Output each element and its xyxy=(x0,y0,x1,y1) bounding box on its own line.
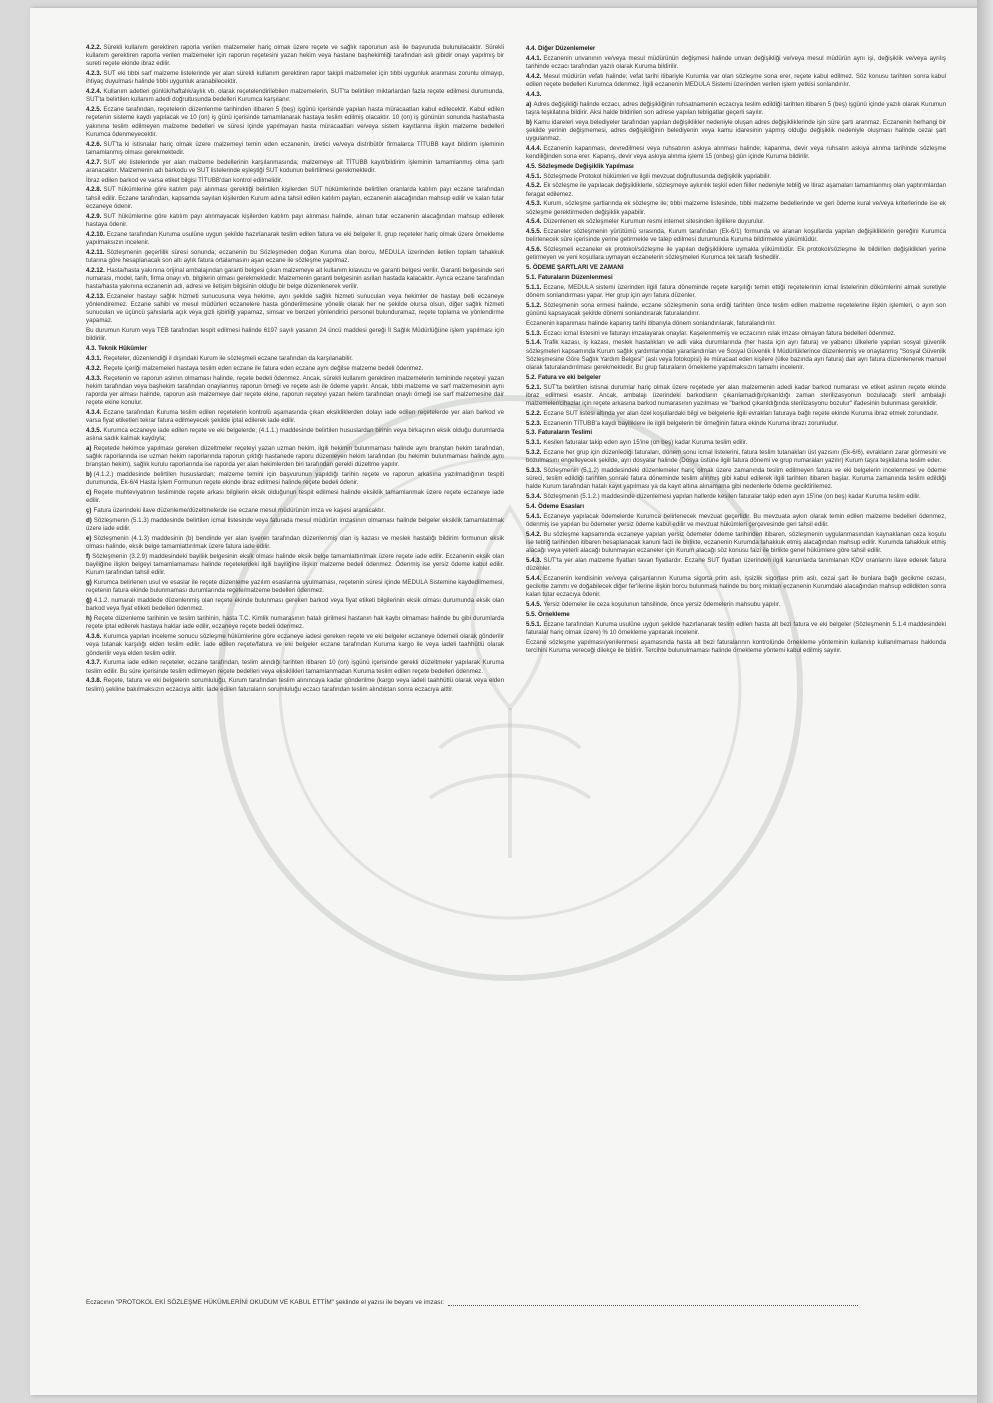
clause-number: 4.2.5. xyxy=(86,106,102,114)
clause-text: Ek sözleşme ile yapılacak değişikliklerle, sözleşmeye aykırılık teşkil eden fiiller nedeniyle tebliğ ve itiraz aşamaları tamamlanmış olan yaptırımlardan feragat edilemez. xyxy=(526,182,946,198)
clause-number: 4.5.2. xyxy=(526,182,542,190)
clause-paragraph xyxy=(86,659,504,675)
clause-number: 4.2.13. xyxy=(86,292,105,300)
clause-text: Sözleşmenin (5.1.2) maddesindeki düzenlemeler hariç olmak üzere zamanında teslim edilmeyen fatura ve eki belgelerin incelenmesi ve ödeme süreci, teslim edildiği tarihten sonraki fatura döneminde teslim alınmış gibi kabul edilerek ilgili tarihten itibaren başlar. Kuruma zamanında teslim edildiği halde Kurum tarafından hatalı kayıt yapılması ya da kayıt altına alınamama gibi nedenlerle ödeme geciktirilemez. xyxy=(526,466,946,491)
clause-number: 4.3.8. xyxy=(86,677,102,685)
clause-text: SUT'ta belirtilen istisnai durumlar hariç olmak üzere reçetede yer alan malzemenin adedi kadar barkod numarası ve etiket aslının reçete ekinde ibraz edilmesi esastır. Ancak, ambalajı üzerindeki barkodların çıkarılamadığı/çıkarıldığı zaman sterilizasyonun bozulacağı steril ambalajlı malzemeler/cihazlar için reçete arkasına barkod numarasının yazılması ve "barkod çıkarıldığında sterilizasyonu bozulur" ifadesinin bulunması gereklidir. xyxy=(526,383,946,407)
clause-text: Sözleşmenin (3.2.9) maddesindeki bayiliik belgesinin eksik olması halinde eksik belge tamamlattırılmak üzere reçete iade edilir. Eczanenin eksik olan bayiliğine ilişkin belgeyi tamamlamaması halinde reçetelerdeki ilgili bayiliğine ilişkin malzeme bedeli ödenmez. Ödenmiş ise yersiz ödeme kabul edilir. Kurum tarafından tahsil edilir. xyxy=(86,553,504,577)
clause-paragraph xyxy=(86,677,504,693)
clause-paragraph xyxy=(86,517,504,533)
clause-number: 4.2.2. xyxy=(86,44,102,51)
clause-paragraph xyxy=(86,427,504,443)
clause-paragraph xyxy=(86,553,504,578)
section-heading: 5.4. Ödeme Esasları xyxy=(526,502,585,510)
clause-number: 5.5.1. xyxy=(526,620,542,628)
clause-paragraph xyxy=(86,141,504,157)
clause-paragraph xyxy=(86,231,504,247)
clause-text: Reçete muhteviyatının tesliminde reçete arkası bilgilerin eksik olduğunun tespit edilmesi halinde eksiklik tamamlanmak üzere reçete eczaneye iade edilir. xyxy=(86,489,504,505)
clause-paragraph xyxy=(86,375,504,408)
clause-paragraph xyxy=(86,579,504,595)
clause-paragraph xyxy=(86,213,504,229)
clause-paragraph xyxy=(526,91,946,99)
clause-text: SUT hükümlerine göre katılım payı alınması gerektiği belirtilen kişilerden SUT hükümlerinde belirtilen oranlarda katılım payı eczane tarafından tahsil edilir. Eczane tarafından, kapsamda sayılan kişilerden Kurum adına tahsil edilen katılım payları, eczanenin alacağından mahsup edilir ve kalan tutar eczaneye ödenir. xyxy=(86,186,504,210)
clause-text: Reçetede hekimce yapılması gereken düzeltmeler reçeteyi yazan uzman hekim, ilgili hekimin bulunmaması halinde aynı branştan hekim tarafından, sağlık raporlarında ise uzman hekim raporlarında raporun çıktığı hastanede raporu düzenleyen hekim tarafından (bu hekimin bulunmaması halinde aynı branştan hekim), sağlık kurulu raporlarında ise raporda yer alan hekimlerden biri tarafından gerekli düzeltme yapılır. xyxy=(86,445,504,469)
clause-paragraph xyxy=(86,471,504,487)
clause-paragraph xyxy=(86,409,504,425)
section-heading: 5.5. Örnekleme xyxy=(526,610,570,618)
clause-number: 5.1.3. xyxy=(526,329,542,337)
clause-number: 5.1.4. xyxy=(526,339,542,347)
clause-text: Fatura üzerindeki ilave düzenleme/düzeltmelerde ise eczane mesul müdürünün imza ve kaşesi aranacaktır. xyxy=(93,507,385,515)
clause-text: Eczaneye yapılacak ödemelerde Kurumca belirlenecek mevzuat geçerlidir. Bu mevzuata aykırı olarak temin edilen malzeme bedelleri ödenmez, ödenmiş ise yapılan bu ödemeler yersiz ödeme kabul edilir ve mevzuat hükümleri çerçevesinde geri tahsil edilir. xyxy=(526,512,946,528)
clause-text: Sözleşmenin sona ermesi halinde, eczane sözleşmenin sona erdiği tarihten önce teslim edilen malzeme reçetelerine ilişkin işlemleri, o ayın son gününü kapsayacak şekilde dönemi sonlandırarak faturalandırır. xyxy=(526,301,946,317)
section-heading: 5. ÖDEME ŞARTLARI VE ZAMANI xyxy=(526,264,624,272)
clause-number: 4.2.8. xyxy=(86,186,102,194)
clause-number: 4.4.3. xyxy=(526,90,542,98)
clause-text: Eczane, MEDULA sistemi üzerinden ilgili fatura döneminde reçete karşılığı temin ettiği reçetelerinin icmal listelerinin dökümlerini almak suretiyle dönem sonlandırması yapar. Her grup için ayrı fatura düzenler. xyxy=(526,283,946,299)
clause-paragraph xyxy=(86,159,504,175)
clause-paragraph xyxy=(86,88,504,104)
section-heading: 4.4. Diğer Düzenlemeler xyxy=(526,45,596,52)
clause-number: 4.5.5. xyxy=(526,228,542,236)
clause-number: 5.4.1. xyxy=(526,512,542,520)
section-heading: 5.3. Faturaların Teslimi xyxy=(526,429,593,437)
clause-number: 4.2.6. xyxy=(86,140,102,148)
clause-number: c) xyxy=(86,489,92,497)
clause-paragraph xyxy=(526,182,946,198)
clause-text: Sözleşmenin (4.1.3) maddesinin (b) bendinde yer alan işveren tarafından düzenlenmiş olan iş kazası ve meslek hastalığı bildirim formunun eksik olması halinde, eksik belge tamamlattırılmak üzere fatura iade edilir. xyxy=(86,535,504,551)
clause-number: 5.3.3. xyxy=(526,466,542,474)
clause-text: Eczane sözleşme yapılması/yenilenmesi aşamasında hasta alt bezi faturalarının kontrolünde örnekleme yönteminin kullanılıp kullanılmaması hakkında tercihini Kuruma vereceği dilekçe ile bildirir. Tercihte bulunulmaması halinde örnekleme yöntemi kabul edilmiş sayılır. xyxy=(526,638,946,654)
section-heading: 4.3. Teknik Hükümler xyxy=(86,345,147,353)
clause-paragraph xyxy=(526,449,946,465)
clause-number: 4.2.12. xyxy=(86,266,105,274)
clause-paragraph xyxy=(86,186,504,211)
clause-text: Kurumca belirlenen usul ve esaslar ile reçete düzenleme yazılım esaslarına uyulmaması, reçetenin süresi içinde MEDULA Sistemine kaydedilmemesi, reçetenin fatura ekinde bulunmaması durumlarında reçete/malzeme bedelleri ödenmez. xyxy=(86,579,504,595)
clause-paragraph xyxy=(526,420,946,428)
clause-text: Trafik kazası, iş kazası, meslek hastalıkları ve adli vaka durumlarında (her hasta için ayrı fatura) ve yabancı ülkelerle yapılan sosyal güvenlik sözleşmeleri kapsamında Kurum sağlık yardımlarından yararlandırılan ve Sosyal Güvenlik İl Müdürlüklerince düzenlenmiş ve onaylanmış "Sosyal Güvenlik Sözleşmesine Göre Sağlık Yardım Belgesi" (aslı veya fotokopisi) ile müracaat eden kişilere (ülke bazında ayrı fatura) dair ayrı fatura düzenlenerek manuel olarak faturalandırılması gerekmektedir. Bu grup faturaların örnekleme yapılmaksızın tamamı incelenir. xyxy=(526,339,946,371)
clause-paragraph xyxy=(526,330,946,338)
clause-text: Yersiz ödemeler ile ceza koşulunun tahsilinde, önce yersiz ödemelerin mahsubu yapılır. xyxy=(543,601,781,609)
clause-paragraph xyxy=(526,246,946,262)
clause-text: Eczane her grup için düzenlediği faturaları, dönem sonu icmal listelerini, fatura teslim tutanakları üst yazısını (Ek-6/6), evrakların zarar görmesini ve bozulmasını engelleyecek şekilde, ayrı dosyalar halinde (Dosya üstüne ilgili fatura dönemi ve grup numaraları yazılır) Kurum taşra teşkilatına teslim eder. xyxy=(526,448,946,465)
clause-paragraph xyxy=(526,55,946,71)
clause-text: Eczanenin kendisinin ve/veya çalışanlarının Kuruma sigorta prim aslı, işsizlik sigortası prim aslı, cezai şart ile bunlara bağlı gecikme cezası, gecikme zammı ve doğabilecek diğer fer'ilerine ilişkin borcu bulunması halinde bu borç miktarı eczanenin Kurumdaki alacağından mahsup edildikten sonra kalan tutar eczacıya ödenir. xyxy=(526,574,946,599)
declaration-statement: Eczacının "PROTOKOL EKİ SÖZLEŞME HÜKÜMLERİNİ OKUDUM VE KABUL ETTİM" şeklinde el yazısı ile beyanı ve imzası: xyxy=(86,1299,445,1306)
clause-number: a) xyxy=(526,100,532,108)
clause-paragraph xyxy=(526,493,946,501)
clause-paragraph xyxy=(526,173,946,181)
clause-number: 4.5.3. xyxy=(526,200,542,208)
clause-paragraph xyxy=(86,293,504,326)
clause-number: 5.1.1. xyxy=(526,283,542,291)
clause-paragraph xyxy=(526,228,946,244)
clause-paragraph xyxy=(526,320,946,328)
clause-number: 5.4.3. xyxy=(526,556,542,564)
clause-paragraph xyxy=(526,621,946,637)
clause-text: SUT'ta ki istisnalar hariç olmak üzere malzemeyi temin eden eczanenin, üretici ve/veya distribütör firmalarca TİTUBB kayıt bildirim işleminin tamamlanmış olması gerekmektedir. xyxy=(86,140,504,156)
clause-number: 5.4.2. xyxy=(526,530,542,538)
clause-text: Sözleşmede Protokol hükümleri ve ilgili mevzuat doğrultusunda değişiklik yapılabilir. xyxy=(543,172,772,180)
clause-text: Eczanenin unvanının ve/veya mesul müdürünün değişmesi halinde unvan değişikliği ve/veya mesul müdürün aynı işi, değişiklik ve/veya ayrılış tarihinde eczacı tarafından yazılı olarak Kuruma bildirilir. xyxy=(526,54,946,70)
clause-number: a) xyxy=(86,445,92,453)
clause-paragraph xyxy=(526,73,946,89)
clause-paragraph xyxy=(86,355,504,363)
clause-number: 4.4.4. xyxy=(526,144,542,152)
clause-number: ğ) xyxy=(86,597,92,605)
clause-number: 4.3.7. xyxy=(86,659,102,667)
left-column xyxy=(86,44,504,695)
clause-number: 4.3.2. xyxy=(86,364,102,372)
clause-number: f) xyxy=(86,553,91,561)
clause-text: Reçete içeriği malzemeleri hastaya teslim eden eczane ile fatura eden eczane aynı değilse malzeme bedeli ödenmez. xyxy=(103,364,424,372)
clause-number: 5.2.1. xyxy=(526,383,542,391)
clause-paragraph xyxy=(86,106,504,139)
clause-text: Sözleşmeli eczaneler ek protokol/sözleşme ile yapılan değişikliklere uymakla yükümlüdür. Ek protokol/sözleşme ile bildirilen değişiklikleri yerine getirmeyen ve yeni koşullara uymayan eczanelerin sözleşmeleri Kurumca tek taraflı feshedilir. xyxy=(526,246,946,262)
clause-number: e) xyxy=(86,535,92,543)
clause-number: 5.4.4. xyxy=(526,574,542,582)
clause-text: Hasta/hasta yakınına orijinal ambalajından garanti belgesi çıkan malzemeye ait kullanım kılavuzu ve garanti belgesi verilir. Garanti belgesinde seri numarası, model, tarih, firma onayı vb. bilgilerin olması gerekmektedir. Malzemenin garanti belgesinin asılları hastada kalacaktır. Ayrıca eczane tarafından hasta/hasta yakınına eczanenin adı, adresi ve iletişim bilgisinin olduğu bir belge düzenlenerek verilir. xyxy=(86,266,504,291)
clause-paragraph xyxy=(86,535,504,551)
clause-number: 4.5.4. xyxy=(526,218,542,226)
clause-text: Eczane tarafından Kuruma usulüne uygun şekilde hazırlanarak teslim edilen hasta alt bezi fatura ve eki belgeler (Sözleşmenin 5.1.4 maddesindeki faturalar hariç olmak üzere) % 10 örnekleme yapılarak incelenir. xyxy=(526,620,946,636)
section-heading: 4.5. Sözleşmede Değişiklik Yapılması xyxy=(526,162,634,170)
clause-number: 5.4.5. xyxy=(526,601,542,609)
clause-number: 4.3.4. xyxy=(86,409,102,417)
clause-text: SUT eki tıbbi sarf malzeme listelerinde yer alan sürekli kullanım gerektiren rapor takipli malzemeler için tıbbi uygunluk aranması zorunlu olmayıp, ihtiyaç duyulması halinde tıbbi uygunluk aranabilecektir. xyxy=(86,70,504,86)
clause-number: 4.4.1. xyxy=(526,54,542,62)
clause-paragraph xyxy=(526,557,946,573)
clause-text: Bu durumun Kurum veya TEB tarafından tespit edilmesi halinde 6197 sayılı yasanın 24 üncü maddesi gereği İl Sağlık Müdürlüğüne işlem yapılması için bildirilir. xyxy=(86,327,504,343)
clause-paragraph xyxy=(86,597,504,613)
clause-number: g) xyxy=(86,579,92,587)
clause-number: 5.2.2. xyxy=(526,409,542,417)
clause-text: SUT hükümlerine göre katılım payı alınmayacak kişilerden katılım payı alınması halinde, alınan tutar eczanenin alacağından mahsup edilerek hastaya ödenir. xyxy=(86,212,504,228)
clause-number: b) xyxy=(86,471,92,479)
clause-paragraph xyxy=(526,302,946,318)
clause-text: Düzenlenen ek sözleşmeler Kurumun resmi internet sitesinden ilgililere duyurulur. xyxy=(543,218,765,226)
clause-paragraph xyxy=(526,218,946,226)
clause-text: Reçetenin ve raporun aslının olmaması halinde, reçete bedeli ödenmez. Ancak, sürekli kullanım gerektiren malzemelerin temininde reçeteyi yazan hekim tarafından veya başhekim tarafından onaylanmış raporun örneği ve reçete aslı ile ödeme yapılır. Ancak, tıbbi malzeme ve sarf malzemesinin aynı raporda yer alması halinde, raporun aslı malzemeye dair reçete ekine, raporun reçeteyi yazan hekim tarafından onaylı örneği ise sarf malzemesine dair reçete ekine konulur. xyxy=(86,374,504,407)
clause-text: Eczacı icmal listesini ve faturayı imzalayarak onaylar. Kaşelenmemiş ve eczacının ıslak imzası olmayan fatura bedelleri ödenmez. xyxy=(543,329,896,337)
clause-number: 5.1.2. xyxy=(526,301,542,309)
clause-paragraph xyxy=(86,365,504,373)
clause-text: İbraz edilen barkod ve varsa etiket bilgisi TİTUBB'dan kontrol edilmelidir. xyxy=(86,176,283,184)
clause-number: 4.3.1. xyxy=(86,355,102,363)
clause-text: (4.1.2.) maddesinde belirtilen hususlardan; malzeme temini için başvurunun yapıldığı tarihin reçete ve raporun arkasına yazılmadığının tespiti durumunda, Ek-6/4 Hasta İşlem Formunun reçete ekinde ibraz edilmesi halinde reçete bedeli ödenir. xyxy=(86,471,504,487)
clause-paragraph xyxy=(86,177,504,185)
clause-number: 4.5.1. xyxy=(526,172,542,180)
section-heading: 5.1. Faturaların Düzenlenmesi xyxy=(526,273,613,281)
clause-number: 4.2.9. xyxy=(86,212,102,220)
clause-text: Bu sözleşme kapsamında eczaneye yapılan yersiz ödemeler ödeme tarihinden itibaren, sözleşmenin uygulanmasından kaynaklanan ceza koşulu ise tebliğ tarihinden itibaren hesaplanacak kanuni faizi ile birlikte, eczanenin Kurumda tahakkuk etmiş alacağından mahsup edilir. Kurumda tahakkuk etmiş alacağı veya yeterli alacağı bulunmayan eczaneler için Kurum alacağı söz konusu faizi ile birlikte genel hükümlere göre tahsil edilir. xyxy=(526,530,946,555)
clause-text: Eczaneler sözleşmenin yürütümü sırasında, Kurum tarafından (Ek-6/1) formunda ve aranan koşullarda yapılan değişikliklerin gereğini Kurumca belirlenecek süre içerisinde yerine getirmekle ve talep edilmesi durumunda Kuruma bildirmekle yükümlüdür. xyxy=(526,228,946,244)
clause-paragraph xyxy=(526,467,946,492)
right-column xyxy=(526,44,946,657)
clause-paragraph xyxy=(526,575,946,600)
clause-number: 4.4.2. xyxy=(526,72,542,80)
clause-text: Eczane tarafından Kuruma teslim edilen reçetelerin kontrolü aşamasında çıkan eksikliklerden dolayı iade edilen reçetelerde yer alan barkod ve varsa fiyat etiketleri tekrar fatura edilmeyecek şekilde iptal edilerek iade edilir. xyxy=(86,409,504,425)
clause-text: Sözleşmenin (5.1.3) maddesinde belirtilen icmal listesinde veya faturada mesul müdürün imzasının olmaması halinde belgeler eksiklik tamamlatılmak üzere iade edilir. xyxy=(86,517,504,533)
clause-number: 4.2.10. xyxy=(86,230,105,238)
clause-paragraph xyxy=(526,101,946,117)
clause-number: 4.2.7. xyxy=(86,158,102,166)
clause-text: Eczane SUT listesi altında yer alan özel koşullardaki bilgi ve belgelerle ilgili evrakları faturaya bağlı reçete ekinde Kuruma ibraz etmek zorundadır. xyxy=(543,409,939,417)
clause-paragraph xyxy=(526,200,946,216)
clause-text: Reçete düzenleme tarihinin ve teslim tarihinin, hasta T.C. Kimlik numarasının hatalı girilmesi hastanın hak kaybı olmaması halinde bu gibi durumlarda reçete iptal edilerek hastaya haklar iade edilir, eczaneye reçete bedeli ödenmez. xyxy=(86,615,504,631)
clause-paragraph xyxy=(86,489,504,505)
clause-paragraph xyxy=(86,44,504,69)
clause-number: 4.5.6. xyxy=(526,246,542,254)
clause-text: Kurum, sözleşme şartlarında ek sözleşme ile; tıbbi malzeme listesinde, tıbbi malzeme bedellerinde ve geri ödeme kural ve/veya kriterlerinde ise ek sözleşme gerektirmeden değişiklik yapabilir. xyxy=(526,200,946,216)
clause-number: 4.3.3. xyxy=(86,374,102,382)
clause-number: 5.3.4. xyxy=(526,493,542,501)
clause-paragraph xyxy=(86,70,504,86)
clause-paragraph xyxy=(526,601,946,609)
clause-number: 4.2.4. xyxy=(86,88,102,96)
clause-number: 4.2.3. xyxy=(86,70,102,78)
clause-text: Kurumca yapılan inceleme sonucu sözleşme hükümlerine göre eczaneye iadesi gereken reçete ve eki belgeler eczaneye ödemeli olarak gönderilir veya tutanak karşılığı elden teslim edilir. İade edilen reçete/fatura ve eki belgeler eczane tarafından Kuruma kargo ile veya iadeli taahhütlü olarak gönderilir veya elden teslim edilir. xyxy=(86,633,504,657)
clause-number: b) xyxy=(526,118,532,126)
clause-number: h) xyxy=(86,615,92,623)
clause-paragraph xyxy=(526,410,946,418)
clause-paragraph xyxy=(526,145,946,161)
clause-text: Kesilen faturalar takip eden ayın 15'ine (on beş) kadar Kuruma teslim edilir. xyxy=(543,439,748,447)
clause-number: 5.2.3. xyxy=(526,419,542,427)
clause-paragraph xyxy=(526,284,946,300)
document-page xyxy=(30,8,978,1395)
clause-text: Eczanenin TİTUBB'a kaydı bayiliklere ile ilgili belgelerin bir örneğinin fatura ekinde Kuruma ibrazı zorunludur. xyxy=(543,419,839,427)
clause-number: d) xyxy=(86,517,92,525)
signature-line[interactable] xyxy=(448,1305,858,1306)
clause-paragraph xyxy=(86,507,504,515)
clause-paragraph xyxy=(86,249,504,265)
clause-paragraph xyxy=(86,615,504,631)
clause-number: ç) xyxy=(86,507,92,515)
clause-paragraph xyxy=(86,445,504,470)
clause-text: Eczane tarafından, reçetelerin düzenlenme tarihinden itibaren 5 (beş) işgünü içerisinde yapılan hasta müracaatları kabul edilecektir. Kabul edilen reçetenin sisteme kaydı yapılacak ve 10 (on) iş günü içerisinde tamamlanarak hastaya teslim edilmiş olacaktır. 10 (on) iş gününün sonunda hasta/hasta yakınına teslim edilmeyen malzeme bedelleri ve süresi içinde yapılmayan hasta müracaatları ve/veya sistem kayıtlarına ilişkin malzeme bedelleri Kurumca ödenmeyecektir. xyxy=(86,106,504,138)
clause-text: 4.1.2. numaralı maddede düzenlenmiş olan reçete ekinde bulunması gereken barkod veya fiyat etiketi bilgilerinin eksik olması durumunda eksik olan barkod veya fiyat etiketi bedelleri ödenmez. xyxy=(86,597,504,613)
clause-text: Eczanenin kapanması, devredilmesi veya ruhsatının askıya alınması halinde; kapanma, devir veya ruhsatın askıya alınma tarihinde sözleşme kendiliğinden sona erer. Kapanış, devir veya askıya alınma işlemi 15 (onbeş) gün içinde Kuruma bildirilir. xyxy=(526,144,946,160)
clause-number: 4.3.5. xyxy=(86,427,102,435)
clause-number: 4.2.11. xyxy=(86,248,105,256)
clause-text: Sözleşmenin (5.1.2.) maddesinde düzenlemesi yapılan hallerde kesilen faturalar takip eden ayın 15'ine (on beş) kadar Kuruma teslim edilir. xyxy=(543,493,921,501)
clause-text: Kurumca eczaneye iade edilen reçete ve eki belgelerde; (4.1.1.) maddesinde belirtilen hususlardan birinin veya birkaçının eksik olduğu durumlarda aslına sadık kalmak kaydıyla; xyxy=(86,427,504,443)
clause-text: Sürekli kullanım gerektiren raporla verilen malzemeler hariç olmak üzere reçete ve sağlık raporunun aslı ile başvuruda bulunulacaktır. Sürekli kullanım gerektiren raporla verilen malzemeler için raporun reçetesini yazan hekim veya hastane başhekimliği tarafından aslı gibidir onayı yapılmış bir sureti reçete ekinde ibraz edilir. xyxy=(86,44,504,68)
clause-text: Reçeteler, düzenlendiği il dışındaki Kurum ile sözleşmeli eczane tarafından da karşılanabilir. xyxy=(103,355,353,363)
clause-paragraph xyxy=(86,633,504,658)
section-heading: 5.2. Fatura ve eki belgeler xyxy=(526,373,601,381)
clause-text: Reçete, fatura ve eki belgelerin sorumluluğu, Kurum tarafından teslim alınıncaya kadar gönderilme (kargo veya iadeli taahhütlü olarak veya elden teslim) şekline bakılmaksızın eczacıya aittir. İade edilen faturaların sorumluluğu eczacı tarafından teslim alındıktan sonra eczacıya aittir. xyxy=(86,677,504,693)
clause-text: Eczane tarafından Kuruma usulüne uygun şekilde hazırlanarak teslim edilen fatura ve eki belgeler II. grup reçeteler hariç olmak üzere örnekleme yapılmaksızın incelenir. xyxy=(86,230,504,246)
clause-text: Kamu idareleri veya belediyeler tarafından yapılan değişiklikler nedeniyle oluşan adres değişikliklerinde işin süre şartı aranmaz. Eczanenin herhangi bir şekilde yerinin değişmemesi, adres değişikliğinin belediyenin veya kamu idaresinin yapmış olduğu değişiklik nedeniyle oluşması halinde cezai şart uygulanmaz. xyxy=(526,118,946,142)
clause-text: Mesul müdürün vefatı halinde; vefat tarihi itibariyle Kurumla var olan sözleşme sona erer, reçete kabul edilmez. Söz konusu tarihten sonra kabul edilen reçete bedelleri Kurumca ödenmez. İlgili eczanenin MEDULA Sistemi üzerinden verilen işlem yetkisi sonlandırılır. xyxy=(526,72,946,88)
clause-number: 4.3.6. xyxy=(86,633,102,641)
clause-number: 5.3.2. xyxy=(526,448,542,456)
clause-paragraph xyxy=(86,327,504,343)
signature-footer xyxy=(86,1299,956,1306)
page-edge xyxy=(977,0,993,1403)
clause-paragraph xyxy=(526,513,946,529)
clause-paragraph xyxy=(86,267,504,292)
clause-text: Kullanım adetleri günlük/haftalık/aylık vb. olarak reçetelendirilebilen malzemelerin, SUT'ta belirtilen miktarlardan fazla reçete edilmesi durumunda, SUT'ta belirtilen kullanım adedi doğrultusunda bedelleri Kurumca karşılanır. xyxy=(86,88,504,104)
clause-text: Sözleşmenin geçerlilik süresi sonunda; eczanenin bu Sözleşmeden doğan Kuruma olan borcu, MEDULA üzerinden iletilen toplam tahakkuk tutarına göre hesaplanacak son altı aylık fatura ortalamasını aşan eczane ile sözleşme yapılmaz. xyxy=(86,248,504,264)
clause-text: Eczaneler hastayı sağlık hizmeti sunucusuna veya hekime, aynı şekilde sağlık hizmeti sunucuları veya hekimler de hastayı belli eczaneye yönlendiremez. Eczane sahibi ve mesul müdürleri eczanelere hasta gönderilmesine yönelik olarak her ne şekilde olursa olsun, diğer sağlık hizmeti sunucuları ve üçüncü şahıslarla açık veya gizli işbirliği yapamaz, simsar ve benzeri yönlendirici personel bulunduramaz, reçete toplama ve yönlendirme yapamaz. xyxy=(86,292,504,325)
clause-text: SUT'ta yer alan malzeme fiyatları tavan fiyatlardır. Eczane SUT fiyatları üzerinden ilgili kanunlarda tanımlanan KDV oranlarını ilave ederek fatura düzenler. xyxy=(526,556,946,573)
clause-number: 5.3.1. xyxy=(526,439,542,447)
clause-text: Kuruma iade edilen reçeteler, eczane tarafından, teslim alındığı tarihten itibaren 10 (on) işgünü içerisinde gerekli düzeltmeler yapılarak Kuruma teslim edilir. Bu süre içerisinde teslim edilmeyen reçete bedelleri veya eksiklikleri tamamlanmadan Kuruma teslim edilen reçete bedelleri ödenmez. xyxy=(86,659,504,675)
clause-paragraph xyxy=(526,119,946,144)
clause-paragraph xyxy=(526,639,946,655)
clause-paragraph xyxy=(526,531,946,556)
clause-text: Adres değişikliği halinde eczacı, adres değişikliğinin ruhsatnamenin eczacıya teslim edildiği tarihten itibaren 5 (beş) işgünü içinde yazılı olarak Kurumun taşra teşkilatına bildirir. Aksi halde bildirilen son adrese yapılan tebligatlar geçerli sayılır. xyxy=(526,100,946,116)
clause-text: SUT eki listelerinde yer alan malzeme bedellerinin karşılanmasında; malzemeye ait TİTUBB kayıt/bildirim işleminin tamamlanmış olma şartı aranacaktır. Malzemenin adı barkodu ve SUT listelerinde eşleştiği SUT kodunun belirtilmesi gerekmektedir. xyxy=(86,158,504,174)
clause-paragraph xyxy=(526,439,946,447)
clause-paragraph xyxy=(526,384,946,409)
clause-text: Eczanenin kapanması halinde kapanış tarihi itibarıyla dönem sonlandırılarak, faturalandırılır. xyxy=(526,319,776,327)
clause-paragraph xyxy=(526,339,946,372)
